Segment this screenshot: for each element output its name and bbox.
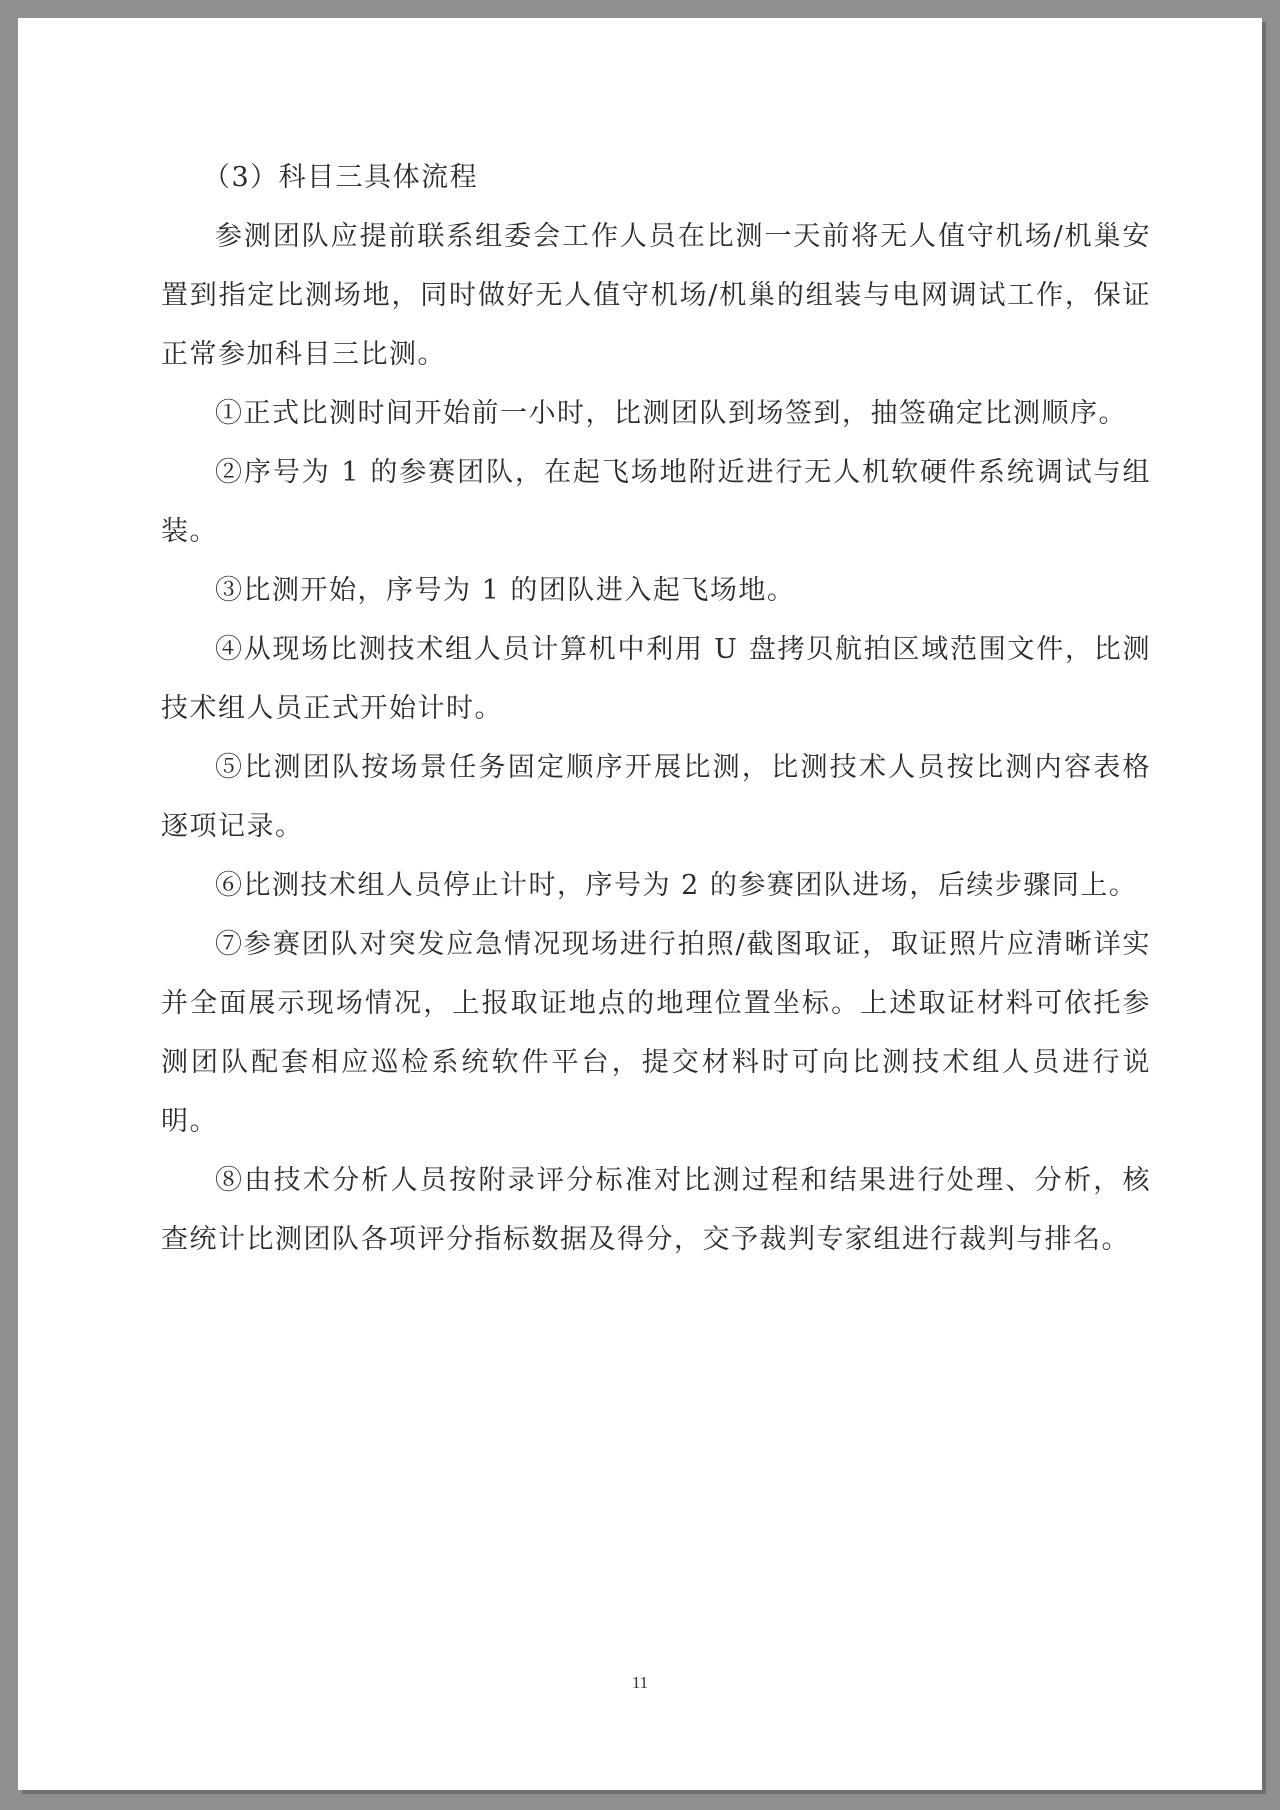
paragraph-step-1: ①正式比测时间开始前一小时，比测团队到场签到，抽签确定比测顺序。 bbox=[215, 398, 1127, 429]
document-page bbox=[18, 18, 1262, 1790]
page-number: 11 bbox=[631, 1673, 649, 1692]
paragraph-step-7: ⑦参赛团队对突发应急情况现场进行拍照/截图取证，取证照片应清晰详实并全面展示现场情况，上报取证地点的地理位置坐标。上述取证材料可依托参测团队配套相应巡检系统软件平台，提交材料时可向比测技术组人员进行说明。 bbox=[161, 929, 1151, 1137]
paragraph-step-3: ③比测开始，序号为 1 的团队进入起飞场地。 bbox=[215, 575, 796, 606]
paragraph-step-8: ⑧由技术分析人员按附录评分标准对比测过程和结果进行处理、分析，核查统计比测团队各项评分指标数据及得分，交予裁判专家组进行裁判与排名。 bbox=[161, 1165, 1151, 1255]
paragraph-intro: 参测团队应提前联系组委会工作人员在比测一天前将无人值守机场/机巢安置到指定比测场地，同时做好无人值守机场/机巢的组装与电网调试工作，保证正常参加科目三比测。 bbox=[161, 221, 1151, 370]
paragraph-step-5: ⑤比测团队按场景任务固定顺序开展比测，比测技术人员按比测内容表格逐项记录。 bbox=[161, 752, 1151, 842]
paragraph-step-6: ⑥比测技术组人员停止计时，序号为 2 的参赛团队进场，后续步骤同上。 bbox=[215, 870, 1138, 901]
body-text bbox=[161, 207, 1151, 1269]
section-heading: （3）科目三具体流程 bbox=[203, 162, 479, 193]
paragraph-step-2: ②序号为 1 的参赛团队，在起飞场地附近进行无人机软硬件系统调试与组装。 bbox=[161, 457, 1151, 547]
paragraph-step-4: ④从现场比测技术组人员计算机中利用 U 盘拷贝航拍区域范围文件，比测技术组人员正式开始计时。 bbox=[161, 634, 1151, 724]
